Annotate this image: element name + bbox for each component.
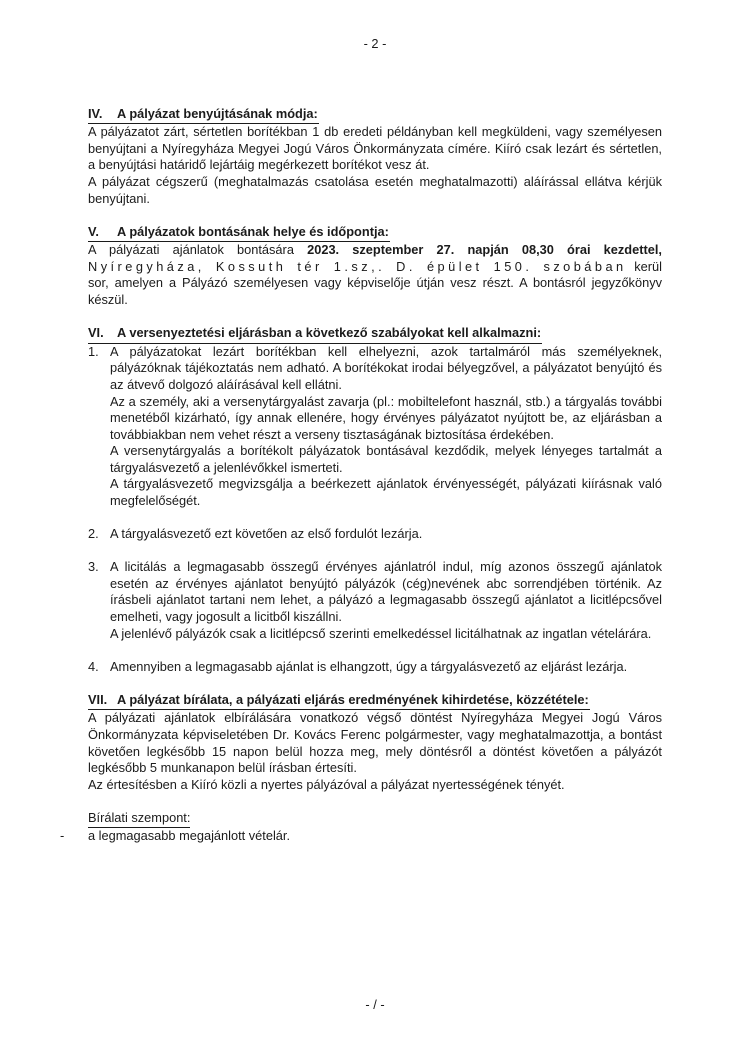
section-v-line-4: készül. bbox=[88, 292, 128, 308]
section-vii-title: A pályázat bírálata, a pályázati eljárás eredményének kihirdetése, közzététele: bbox=[117, 691, 589, 707]
section-v-heading bbox=[88, 224, 390, 243]
section-iv-number: IV. bbox=[88, 105, 103, 121]
section-v bbox=[88, 224, 662, 243]
section-iv-title: A pályázat benyújtásának módja: bbox=[117, 105, 318, 121]
list-item-1-paragraph-3: A versenytárgyalás a borítékolt pályázatok bontásával kezdődik, melyek lényeges tartalmát a tárgyalásvezető a jelenlévőkkel ismerteti. bbox=[110, 443, 662, 475]
section-v-date-bold: 2023. szeptember 27. napján 08,30 órai kezdettel, bbox=[307, 242, 662, 258]
list-item-4-number: 4. bbox=[88, 658, 99, 674]
section-v-line-2 bbox=[88, 259, 662, 276]
list-item-1-paragraph-4: A tárgyalásvezető megvizsgálja a beérkezett ajánlatok érvényességét, pályázati kiírásnak való megfelelőségét. bbox=[110, 476, 662, 509]
list-item-1-paragraph-2: Az a személy, aki a versenytárgyalást zavarja (pl.: mobiltelefont használ, stb.) a tárgyalás további menetéből kizárható, így annak ellenére, hogy érvényes pályázatot nyújtott be, az eljárásban a továbbiakban nem vehet részt a verseny tisztaságának biztosítása érdekében. bbox=[110, 393, 662, 442]
section-v-line-2-tail: kerül bbox=[634, 258, 662, 274]
list-item-1-number: 1. bbox=[88, 343, 99, 359]
section-vii-heading bbox=[88, 692, 590, 711]
section-v-title: A pályázatok bontásának helye és időpontja: bbox=[117, 223, 389, 239]
section-v-address-spaced: Nyíregyháza, Kossuth tér 1.sz,. D. épület 150. szobában bbox=[88, 258, 627, 274]
list-item-2 bbox=[88, 526, 662, 543]
section-iv-paragraph-2: A pályázat cégszerű (meghatalmazás csatolása esetén meghatalmazotti) aláírással ellátva kérjük benyújtani. bbox=[88, 173, 662, 206]
list-item-1-paragraph-1: A pályázatokat lezárt borítékban kell elhelyezni, azok tartalmáról más személyeknek, pályázóknak tájékoztatás nem adható. A borítékokat irodai bélyegzővel, a pályázatot benyújtó és az átvevő dolgozó aláírásával kell ellátni. bbox=[110, 343, 662, 392]
criteria-item-text: a legmagasabb megajánlott vételár. bbox=[88, 828, 291, 844]
section-v-number: V. bbox=[88, 223, 99, 239]
section-vi-number: VI. bbox=[88, 325, 104, 341]
section-v-line-1-text: A pályázati ajánlatok bontására bbox=[88, 242, 294, 258]
section-vi-title: A versenyeztetési eljárásban a következő szabályokat kell alkalmazni: bbox=[117, 325, 542, 341]
list-item-4-body bbox=[110, 659, 662, 676]
section-vii-paragraph-2: Az értesítésben a Kiíró közli a nyertes pályázóval a pályázat nyertességének tényét. bbox=[88, 776, 565, 792]
list-item-3-paragraph-2: A jelenlévő pályázók csak a licitlépcső szerinti emelkedéssel licitálhatnak az ingatlan vételárára. bbox=[110, 625, 652, 641]
list-item-4-paragraph-1: Amennyiben a legmagasabb ajánlat is elhangzott, úgy a tárgyalásvezető az eljárást lezárja. bbox=[110, 658, 628, 674]
section-vii bbox=[88, 692, 662, 711]
section-iv-paragraph-1: A pályázatot zárt, sértetlen borítékban 1 db eredeti példányban kell megküldeni, vagy személyesen benyújtani a Nyíregyháza Megyei Jogú Város Önkormányzata címére. Kiíró csak lezárt és sértetlen, a benyújtási határidő lejártáig megérkezett borítékot vesz át. bbox=[88, 124, 662, 173]
bullet-dash: - bbox=[60, 828, 65, 844]
list-item-4 bbox=[88, 659, 662, 676]
document-body bbox=[60, 105, 662, 845]
list-item-3 bbox=[88, 559, 662, 642]
criteria-bullet-row bbox=[60, 828, 662, 845]
list-item-3-body bbox=[110, 559, 662, 642]
section-v-line-3: sor, amelyen a Pályázó személyesen vagy képviselője útján vesz részt. A bontásról jegyzőkönyv bbox=[88, 275, 662, 291]
section-vi bbox=[88, 325, 662, 344]
section-vii-number: VII. bbox=[88, 691, 108, 707]
section-iv bbox=[88, 106, 662, 125]
section-iv-heading bbox=[88, 106, 319, 125]
list-item-2-number: 2. bbox=[88, 526, 99, 542]
page-number: - 2 - bbox=[363, 36, 387, 51]
list-item-1 bbox=[88, 344, 662, 510]
section-vi-heading bbox=[88, 325, 542, 344]
list-item-3-paragraph-1: A licitálás a legmagasabb összegű érvényes ajánlatról indul, míg azonos összegű ajánlatok esetén az érvényes ajánlatot benyújtó pályázók (cég)nevének abc sorrendjében történik. Az írásbeli ajánlatot tartani nem lehet, a pályázó a legmagasabb összegű ajánlatot a licitlépcsővel emelheti, vagy jogosult a licitből kiszállni. bbox=[110, 559, 662, 625]
list-item-3-number: 3. bbox=[88, 559, 99, 575]
list-item-1-body bbox=[110, 344, 662, 510]
criteria-heading-row bbox=[88, 810, 662, 829]
list-item-2-body bbox=[110, 526, 662, 543]
section-v-line-1 bbox=[88, 242, 662, 259]
list-item-2-paragraph-1: A tárgyalásvezető ezt követően az első fordulót lezárja. bbox=[110, 526, 423, 542]
section-vii-paragraph-1: A pályázati ajánlatok elbírálására vonatkozó végső döntést Nyíregyháza Megyei Jogú Város Önkormányzata képviseletében Dr. Kovács Ferenc polgármester, vagy meghatalmazottja, a bontást követően legkésőbb 15 napon belül hozza meg, mely döntésről a döntést követően a pályázót legkésőbb 5 munkanapon belül írásban értesíti. bbox=[88, 710, 662, 776]
criteria-heading: Bírálati szempont: bbox=[88, 810, 190, 829]
page-footer: - / - bbox=[365, 997, 385, 1012]
